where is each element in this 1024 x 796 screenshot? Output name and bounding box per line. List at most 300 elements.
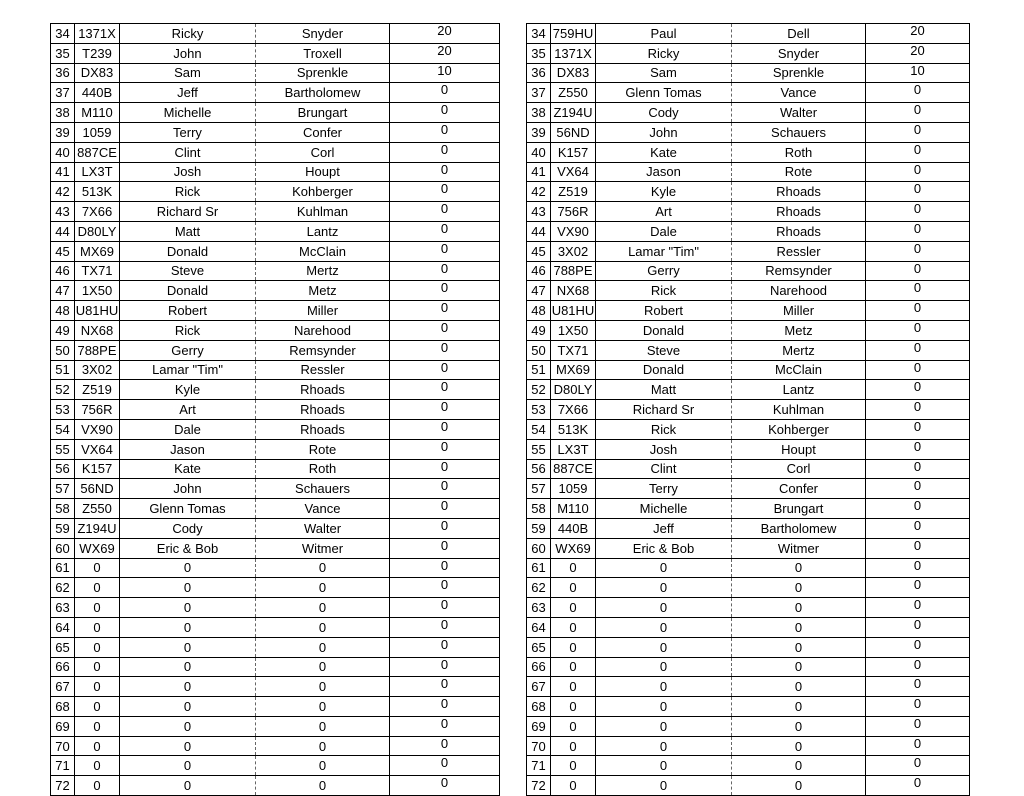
last-name-cell: 0	[732, 697, 866, 717]
first-name-cell: Eric & Bob	[596, 538, 732, 558]
car-number-cell: Z194U	[75, 518, 120, 538]
car-number-cell: U81HU	[75, 301, 120, 321]
car-number-cell: VX90	[75, 419, 120, 439]
first-name-cell: Sam	[596, 63, 732, 83]
first-name-cell: 0	[596, 736, 732, 756]
first-name-cell: Rick	[120, 320, 256, 340]
points-cell: 10	[866, 63, 970, 83]
last-name-cell: Remsynder	[732, 261, 866, 281]
table-row	[51, 63, 500, 83]
row-number-cell: 35	[51, 43, 75, 63]
car-number-cell: 1371X	[75, 24, 120, 44]
row-number-cell: 64	[51, 617, 75, 637]
row-number-cell: 54	[51, 419, 75, 439]
row-number-cell: 63	[51, 598, 75, 618]
table-row	[51, 419, 500, 439]
first-name-cell: 0	[120, 677, 256, 697]
points-cell: 0	[866, 320, 970, 340]
points-cell: 0	[866, 400, 970, 420]
car-number-cell: Z519	[75, 380, 120, 400]
car-number-cell: VX64	[551, 162, 596, 182]
points-cell: 0	[866, 439, 970, 459]
points-cell: 0	[390, 103, 500, 123]
table-row	[51, 459, 500, 479]
last-name-cell: Snyder	[732, 43, 866, 63]
row-number-cell: 70	[527, 736, 551, 756]
last-name-cell: Mertz	[732, 340, 866, 360]
car-number-cell: 756R	[75, 400, 120, 420]
table-row	[51, 83, 500, 103]
points-cell: 0	[866, 776, 970, 796]
table-row	[51, 776, 500, 796]
table-row	[51, 697, 500, 717]
first-name-cell: John	[120, 479, 256, 499]
first-name-cell: Richard Sr	[596, 400, 732, 420]
last-name-cell: Rhoads	[732, 221, 866, 241]
car-number-cell: 0	[551, 716, 596, 736]
last-name-cell: 0	[256, 697, 390, 717]
row-number-cell: 72	[527, 776, 551, 796]
last-name-cell: Witmer	[256, 538, 390, 558]
standings-table-right	[526, 23, 970, 796]
table-row	[527, 598, 970, 618]
first-name-cell: 0	[596, 716, 732, 736]
first-name-cell: 0	[120, 657, 256, 677]
row-number-cell: 59	[51, 518, 75, 538]
points-cell: 10	[390, 63, 500, 83]
row-number-cell: 69	[51, 716, 75, 736]
car-number-cell: 513K	[75, 182, 120, 202]
car-number-cell: 513K	[551, 419, 596, 439]
first-name-cell: 0	[120, 776, 256, 796]
row-number-cell: 43	[527, 202, 551, 222]
car-number-cell: Z194U	[551, 103, 596, 123]
car-number-cell: 0	[75, 736, 120, 756]
last-name-cell: Rhoads	[256, 400, 390, 420]
row-number-cell: 38	[527, 103, 551, 123]
points-cell: 0	[866, 241, 970, 261]
table-row	[527, 221, 970, 241]
last-name-cell: Metz	[732, 320, 866, 340]
first-name-cell: Jeff	[120, 83, 256, 103]
row-number-cell: 53	[527, 400, 551, 420]
table-row	[51, 43, 500, 63]
table-row	[51, 617, 500, 637]
car-number-cell: 0	[75, 776, 120, 796]
last-name-cell: Roth	[256, 459, 390, 479]
row-number-cell: 61	[51, 558, 75, 578]
last-name-cell: 0	[732, 716, 866, 736]
car-number-cell: 0	[75, 716, 120, 736]
last-name-cell: Corl	[256, 142, 390, 162]
last-name-cell: Houpt	[256, 162, 390, 182]
row-number-cell: 60	[527, 538, 551, 558]
car-number-cell: 0	[551, 617, 596, 637]
first-name-cell: Matt	[120, 221, 256, 241]
first-name-cell: Josh	[596, 439, 732, 459]
car-number-cell: 0	[75, 657, 120, 677]
points-cell: 0	[866, 657, 970, 677]
car-number-cell: 0	[75, 558, 120, 578]
last-name-cell: 0	[732, 756, 866, 776]
last-name-cell: Narehood	[732, 281, 866, 301]
table-row	[527, 182, 970, 202]
points-cell: 0	[866, 736, 970, 756]
car-number-cell: 0	[551, 736, 596, 756]
points-cell: 0	[390, 697, 500, 717]
table-row	[51, 479, 500, 499]
last-name-cell: 0	[732, 578, 866, 598]
last-name-cell: 0	[732, 657, 866, 677]
row-number-cell: 67	[527, 677, 551, 697]
last-name-cell: 0	[256, 756, 390, 776]
table-row	[51, 439, 500, 459]
first-name-cell: 0	[120, 598, 256, 618]
last-name-cell: 0	[732, 637, 866, 657]
first-name-cell: Art	[120, 400, 256, 420]
car-number-cell: 56ND	[551, 122, 596, 142]
last-name-cell: 0	[256, 598, 390, 618]
first-name-cell: Glenn Tomas	[596, 83, 732, 103]
points-cell: 0	[390, 142, 500, 162]
last-name-cell: 0	[732, 617, 866, 637]
table-row	[51, 182, 500, 202]
last-name-cell: Troxell	[256, 43, 390, 63]
car-number-cell: D80LY	[551, 380, 596, 400]
table-row	[51, 221, 500, 241]
row-number-cell: 38	[51, 103, 75, 123]
points-cell: 0	[390, 578, 500, 598]
first-name-cell: Rick	[120, 182, 256, 202]
first-name-cell: Dale	[596, 221, 732, 241]
points-cell: 0	[866, 162, 970, 182]
table-row	[51, 716, 500, 736]
table-row	[527, 103, 970, 123]
first-name-cell: Dale	[120, 419, 256, 439]
last-name-cell: 0	[256, 657, 390, 677]
last-name-cell: Sprenkle	[732, 63, 866, 83]
last-name-cell: Walter	[732, 103, 866, 123]
row-number-cell: 60	[51, 538, 75, 558]
first-name-cell: 0	[120, 637, 256, 657]
row-number-cell: 70	[51, 736, 75, 756]
row-number-cell: 57	[527, 479, 551, 499]
row-number-cell: 58	[527, 499, 551, 519]
first-name-cell: Donald	[596, 360, 732, 380]
first-name-cell: 0	[120, 617, 256, 637]
car-number-cell: 0	[551, 776, 596, 796]
points-cell: 0	[866, 578, 970, 598]
points-cell: 0	[390, 241, 500, 261]
table-row	[527, 657, 970, 677]
last-name-cell: Vance	[732, 83, 866, 103]
points-cell: 0	[390, 360, 500, 380]
car-number-cell: 0	[551, 578, 596, 598]
table-row	[527, 518, 970, 538]
points-cell: 0	[390, 301, 500, 321]
car-number-cell: 756R	[551, 202, 596, 222]
row-number-cell: 63	[527, 598, 551, 618]
points-cell: 20	[866, 43, 970, 63]
table-row	[527, 499, 970, 519]
table-row	[51, 241, 500, 261]
last-name-cell: Houpt	[732, 439, 866, 459]
first-name-cell: 0	[596, 598, 732, 618]
table-row	[527, 439, 970, 459]
points-cell: 0	[866, 419, 970, 439]
table-row	[527, 380, 970, 400]
last-name-cell: Rhoads	[256, 419, 390, 439]
last-name-cell: Kohberger	[732, 419, 866, 439]
car-number-cell: 0	[75, 578, 120, 598]
first-name-cell: Michelle	[596, 499, 732, 519]
table-row	[527, 360, 970, 380]
car-number-cell: MX69	[551, 360, 596, 380]
points-cell: 0	[390, 380, 500, 400]
row-number-cell: 58	[51, 499, 75, 519]
points-cell: 0	[390, 320, 500, 340]
first-name-cell: 0	[120, 578, 256, 598]
car-number-cell: 0	[75, 677, 120, 697]
row-number-cell: 39	[527, 122, 551, 142]
points-cell: 0	[390, 182, 500, 202]
first-name-cell: Sam	[120, 63, 256, 83]
last-name-cell: 0	[256, 716, 390, 736]
row-number-cell: 48	[527, 301, 551, 321]
car-number-cell: 788PE	[551, 261, 596, 281]
table-row	[527, 776, 970, 796]
points-cell: 0	[866, 697, 970, 717]
points-cell: 0	[866, 380, 970, 400]
row-number-cell: 37	[51, 83, 75, 103]
car-number-cell: D80LY	[75, 221, 120, 241]
row-number-cell: 56	[51, 459, 75, 479]
car-number-cell: VX64	[75, 439, 120, 459]
points-cell: 0	[866, 499, 970, 519]
car-number-cell: WX69	[75, 538, 120, 558]
car-number-cell: TX71	[551, 340, 596, 360]
car-number-cell: DX83	[551, 63, 596, 83]
row-number-cell: 34	[527, 24, 551, 44]
standings-table-left	[50, 23, 500, 796]
car-number-cell: 7X66	[75, 202, 120, 222]
row-number-cell: 71	[51, 756, 75, 776]
last-name-cell: Lantz	[256, 221, 390, 241]
table-row	[527, 24, 970, 44]
points-cell: 0	[390, 202, 500, 222]
first-name-cell: 0	[596, 578, 732, 598]
table-row	[527, 578, 970, 598]
first-name-cell: 0	[596, 637, 732, 657]
car-number-cell: 887CE	[551, 459, 596, 479]
last-name-cell: 0	[256, 677, 390, 697]
row-number-cell: 71	[527, 756, 551, 776]
first-name-cell: Donald	[596, 320, 732, 340]
table-row	[527, 697, 970, 717]
points-cell: 20	[390, 43, 500, 63]
car-number-cell: 3X02	[75, 360, 120, 380]
points-cell: 0	[866, 558, 970, 578]
table-row	[51, 380, 500, 400]
last-name-cell: 0	[732, 776, 866, 796]
first-name-cell: Donald	[120, 281, 256, 301]
table-row	[51, 657, 500, 677]
table-row	[51, 360, 500, 380]
row-number-cell: 49	[51, 320, 75, 340]
points-cell: 0	[866, 716, 970, 736]
standings-table-left-body	[51, 24, 500, 796]
last-name-cell: Kuhlman	[256, 202, 390, 222]
points-cell: 0	[390, 558, 500, 578]
car-number-cell: LX3T	[551, 439, 596, 459]
row-number-cell: 40	[527, 142, 551, 162]
car-number-cell: 1059	[75, 122, 120, 142]
table-row	[51, 736, 500, 756]
points-cell: 0	[390, 538, 500, 558]
car-number-cell: 0	[75, 598, 120, 618]
points-cell: 0	[390, 439, 500, 459]
last-name-cell: Miller	[732, 301, 866, 321]
row-number-cell: 34	[51, 24, 75, 44]
car-number-cell: K157	[75, 459, 120, 479]
car-number-cell: 0	[551, 697, 596, 717]
row-number-cell: 46	[527, 261, 551, 281]
points-cell: 0	[390, 221, 500, 241]
table-row	[51, 301, 500, 321]
car-number-cell: 440B	[551, 518, 596, 538]
first-name-cell: 0	[120, 736, 256, 756]
row-number-cell: 66	[51, 657, 75, 677]
car-number-cell: 759HU	[551, 24, 596, 44]
last-name-cell: 0	[256, 558, 390, 578]
first-name-cell: Kate	[596, 142, 732, 162]
points-cell: 0	[866, 340, 970, 360]
row-number-cell: 62	[527, 578, 551, 598]
table-row	[527, 281, 970, 301]
first-name-cell: Michelle	[120, 103, 256, 123]
row-number-cell: 50	[527, 340, 551, 360]
first-name-cell: Jason	[596, 162, 732, 182]
last-name-cell: Ressler	[256, 360, 390, 380]
car-number-cell: 56ND	[75, 479, 120, 499]
points-cell: 0	[390, 340, 500, 360]
car-number-cell: Z550	[551, 83, 596, 103]
table-row	[51, 24, 500, 44]
table-row	[51, 261, 500, 281]
row-number-cell: 46	[51, 261, 75, 281]
points-cell: 0	[866, 182, 970, 202]
table-row	[527, 459, 970, 479]
table-row	[527, 83, 970, 103]
table-row	[527, 479, 970, 499]
points-cell: 20	[390, 24, 500, 44]
row-number-cell: 42	[527, 182, 551, 202]
last-name-cell: Vance	[256, 499, 390, 519]
car-number-cell: 1X50	[75, 281, 120, 301]
first-name-cell: Eric & Bob	[120, 538, 256, 558]
first-name-cell: 0	[596, 776, 732, 796]
first-name-cell: Ricky	[120, 24, 256, 44]
points-cell: 0	[866, 637, 970, 657]
table-row	[527, 43, 970, 63]
last-name-cell: 0	[256, 736, 390, 756]
car-number-cell: VX90	[551, 221, 596, 241]
first-name-cell: Jeff	[596, 518, 732, 538]
row-number-cell: 62	[51, 578, 75, 598]
points-cell: 0	[866, 221, 970, 241]
row-number-cell: 69	[527, 716, 551, 736]
points-cell: 0	[390, 400, 500, 420]
first-name-cell: Kate	[120, 459, 256, 479]
row-number-cell: 65	[527, 637, 551, 657]
last-name-cell: Dell	[732, 24, 866, 44]
car-number-cell: 0	[551, 657, 596, 677]
row-number-cell: 55	[527, 439, 551, 459]
points-cell: 0	[390, 261, 500, 281]
row-number-cell: 47	[527, 281, 551, 301]
row-number-cell: 39	[51, 122, 75, 142]
last-name-cell: Metz	[256, 281, 390, 301]
table-row	[51, 103, 500, 123]
last-name-cell: 0	[256, 637, 390, 657]
row-number-cell: 40	[51, 142, 75, 162]
row-number-cell: 37	[527, 83, 551, 103]
row-number-cell: 36	[527, 63, 551, 83]
car-number-cell: U81HU	[551, 301, 596, 321]
car-number-cell: TX71	[75, 261, 120, 281]
last-name-cell: 0	[732, 598, 866, 618]
first-name-cell: Glenn Tomas	[120, 499, 256, 519]
first-name-cell: Art	[596, 202, 732, 222]
first-name-cell: Lamar "Tim"	[596, 241, 732, 261]
points-cell: 0	[390, 459, 500, 479]
first-name-cell: 0	[596, 617, 732, 637]
table-row	[527, 202, 970, 222]
first-name-cell: Matt	[596, 380, 732, 400]
table-row	[527, 301, 970, 321]
row-number-cell: 59	[527, 518, 551, 538]
first-name-cell: John	[596, 122, 732, 142]
row-number-cell: 65	[51, 637, 75, 657]
last-name-cell: McClain	[256, 241, 390, 261]
table-row	[51, 281, 500, 301]
points-cell: 0	[866, 479, 970, 499]
last-name-cell: 0	[256, 617, 390, 637]
first-name-cell: 0	[120, 697, 256, 717]
row-number-cell: 51	[51, 360, 75, 380]
first-name-cell: Robert	[120, 301, 256, 321]
last-name-cell: Kohberger	[256, 182, 390, 202]
row-number-cell: 41	[51, 162, 75, 182]
row-number-cell: 53	[51, 400, 75, 420]
points-cell: 0	[390, 756, 500, 776]
last-name-cell: Roth	[732, 142, 866, 162]
last-name-cell: Miller	[256, 301, 390, 321]
first-name-cell: Ricky	[596, 43, 732, 63]
car-number-cell: NX68	[75, 320, 120, 340]
first-name-cell: Steve	[596, 340, 732, 360]
first-name-cell: Lamar "Tim"	[120, 360, 256, 380]
first-name-cell: 0	[596, 677, 732, 697]
points-cell: 0	[390, 281, 500, 301]
last-name-cell: 0	[732, 736, 866, 756]
table-row	[527, 637, 970, 657]
first-name-cell: Robert	[596, 301, 732, 321]
car-number-cell: 788PE	[75, 340, 120, 360]
first-name-cell: Terry	[596, 479, 732, 499]
car-number-cell: 887CE	[75, 142, 120, 162]
table-row	[527, 162, 970, 182]
